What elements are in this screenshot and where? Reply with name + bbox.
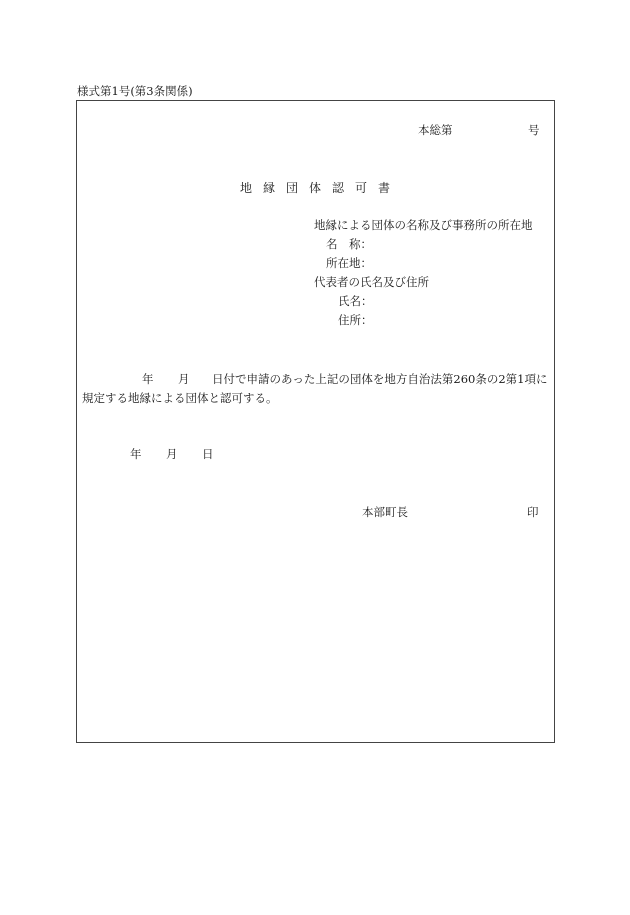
approval-text-line-1: 日付で申請のあった上記の団体を地方自治法第260条の2第1項に	[212, 372, 548, 386]
document-title: 地縁団体認可書	[240, 181, 402, 195]
form-border	[76, 100, 555, 743]
issuer-title: 本部町長	[362, 505, 408, 519]
representative-name-label: 氏名：	[338, 294, 373, 308]
application-year-label: 年	[142, 372, 154, 386]
document-number-prefix: 本総第	[418, 123, 453, 137]
representative-address-label: 住所：	[338, 313, 373, 327]
approval-text-line-2: 規定する地縁による団体と認可する。	[82, 391, 278, 405]
issue-date-day-label: 日	[202, 447, 214, 461]
organization-address-label: 所在地：	[326, 256, 372, 270]
applicant-heading: 地縁による団体の名称及び事務所の所在地	[314, 218, 533, 232]
application-month-label: 月	[178, 372, 190, 386]
document-number-suffix: 号	[528, 123, 540, 137]
representative-heading: 代表者の氏名及び住所	[314, 275, 429, 289]
form-label: 様式第1号(第3条関係)	[77, 84, 193, 98]
issue-date-month-label: 月	[166, 447, 178, 461]
issue-date-year-label: 年	[130, 447, 142, 461]
organization-name-label: 名 称：	[326, 237, 372, 251]
seal-mark: 印	[527, 505, 539, 519]
